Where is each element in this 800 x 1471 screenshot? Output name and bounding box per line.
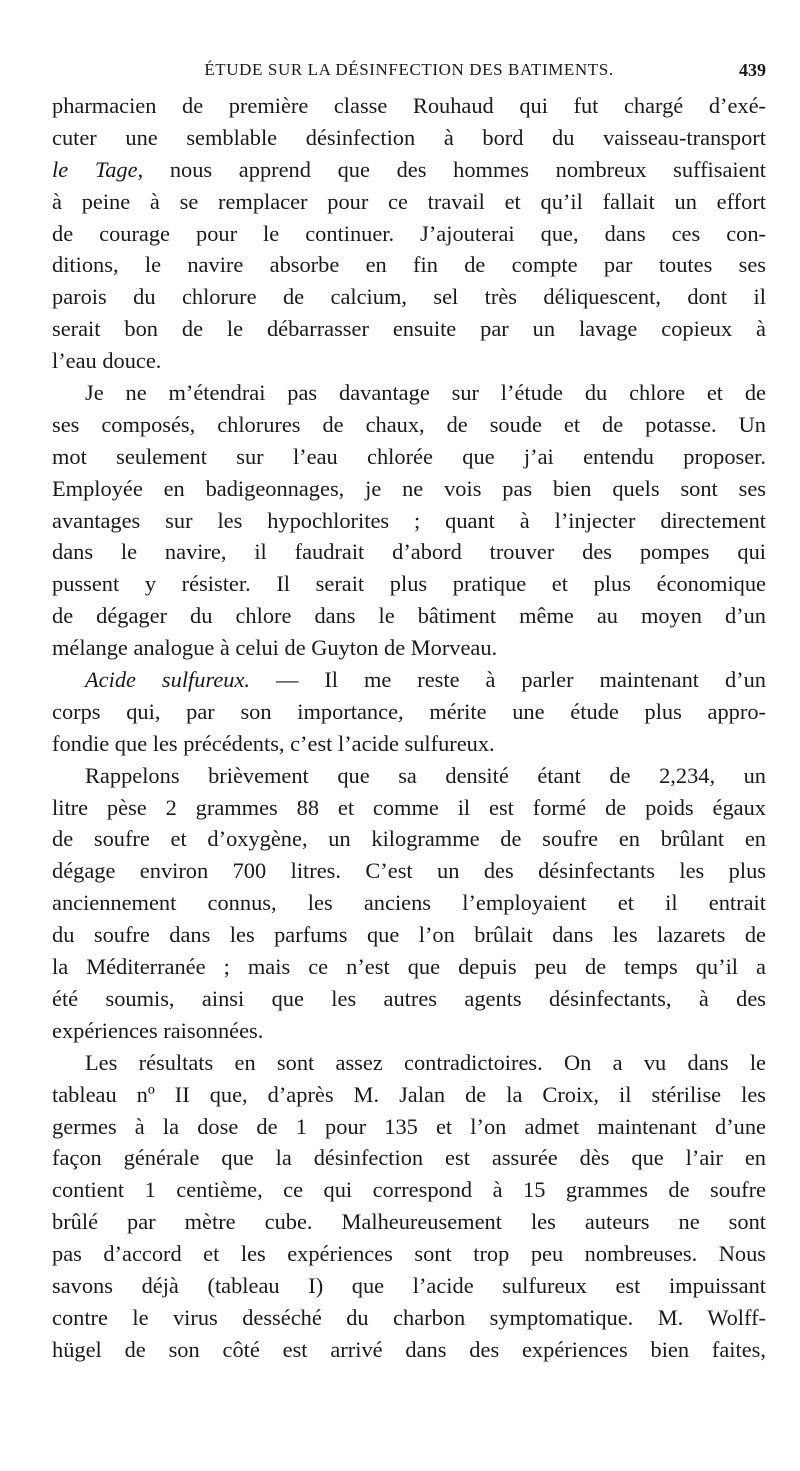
page-number: 439 (739, 60, 766, 80)
text-line: savons déjà (tableau I) que l’acide sulfureux est impuissant (52, 1272, 766, 1298)
text-line: Les résultats en sont assez contradictoires. On a vu dans le (85, 1049, 766, 1075)
text-line: anciennement connus, les anciens l’employaient et il entrait (52, 890, 766, 916)
text-line: mélange analogue à celui de Guyton de Morveau. (52, 635, 498, 661)
text-line: le Tage, nous apprend que des hommes nombreux suffisaient (52, 156, 766, 182)
text-line: dégage environ 700 litres. C’est un des désinfectants les plus (52, 858, 766, 884)
text-line: contient 1 centième, ce qui correspond à 15 grammes de soufre (52, 1177, 766, 1203)
text-line: Employée en badigeonnages, je ne vois pas bien quels sont ses (52, 475, 766, 501)
italic-phrase: Acide sulfureux. (85, 667, 251, 693)
text-line: serait bon de le débarrasser ensuite par un lavage copieux à (52, 316, 766, 342)
text-line: de dégager du chlore dans le bâtiment même au moyen d’un (52, 603, 766, 629)
text-line: de courage pour le continuer. J’ajouterai que, dans ces con- (52, 220, 766, 246)
text-line: mot seulement sur l’eau chlorée que j’ai entendu proposer. (52, 443, 766, 469)
text-line: hügel de son côté est arrivé dans des expériences bien faites, (52, 1336, 766, 1362)
text-line: été soumis, ainsi que les autres agents désinfectants, à des (52, 985, 766, 1011)
text-line: avantages sur les hypochlorites ; quant à l’injecter directement (52, 507, 766, 533)
text-line: Acide sulfureux. — Il me reste à parler maintenant d’un (85, 667, 766, 693)
running-title: ÉTUDE SUR LA DÉSINFECTION DES BATIMENTS. (204, 60, 614, 79)
text-line: ditions, le navire absorbe en fin de compte par toutes ses (52, 252, 766, 278)
text-line: de soufre et d’oxygène, un kilogramme de soufre en brûlant en (52, 826, 766, 852)
text-line: contre le virus desséché du charbon symptomatique. M. Wolff- (52, 1304, 766, 1330)
text-line: fondie que les précédents, c’est l’acide sulfureux. (52, 730, 495, 756)
text-line: dans le navire, il faudrait d’abord trouver des pompes qui (52, 539, 766, 565)
text-line: Je ne m’étendrai pas davantage sur l’étude du chlore et de (85, 380, 766, 406)
text-line: façon générale que la désinfection est assurée dès que l’air en (52, 1145, 766, 1171)
text-line: tableau nº II que, d’après M. Jalan de la Croix, il stérilise les (52, 1081, 766, 1107)
text-line: pharmacien de première classe Rouhaud qui fut chargé d’exé- (52, 93, 766, 118)
text-line: pussent y résister. Il serait plus pratique et plus économique (52, 571, 766, 597)
text-line: expériences raisonnées. (52, 1017, 264, 1043)
text-line: ses composés, chlorures de chaux, de soude et de potasse. Un (52, 411, 766, 437)
text-line: du soufre dans les parfums que l’on brûlait dans les lazarets de (52, 922, 766, 948)
text-line: germes à la dose de 1 pour 135 et l’on admet maintenant d’une (52, 1113, 766, 1139)
running-head (52, 60, 766, 84)
text-line: pas d’accord et les expériences sont trop peu nombreuses. Nous (52, 1241, 766, 1267)
body-text (52, 90, 766, 1366)
text-line: à peine à se remplacer pour ce travail et qu’il fallait un effort (52, 188, 766, 214)
text-line: cuter une semblable désinfection à bord du vaisseau-transport (52, 124, 766, 150)
text-line: corps qui, par son importance, mérite une étude plus appro- (52, 698, 766, 724)
text-line: Rappelons brièvement que sa densité étant de 2,234, un (85, 762, 766, 788)
text-line: parois du chlorure de calcium, sel très déliquescent, dont il (52, 284, 766, 310)
italic-phrase: le Tage (52, 156, 138, 182)
text-line: brûlé par mètre cube. Malheureusement les auteurs ne sont (52, 1209, 766, 1235)
text-line: la Méditerranée ; mais ce n’est que depuis peu de temps qu’il a (52, 954, 766, 980)
text-line: litre pèse 2 grammes 88 et comme il est formé de poids égaux (52, 794, 766, 820)
text-line: l’eau douce. (52, 348, 162, 374)
